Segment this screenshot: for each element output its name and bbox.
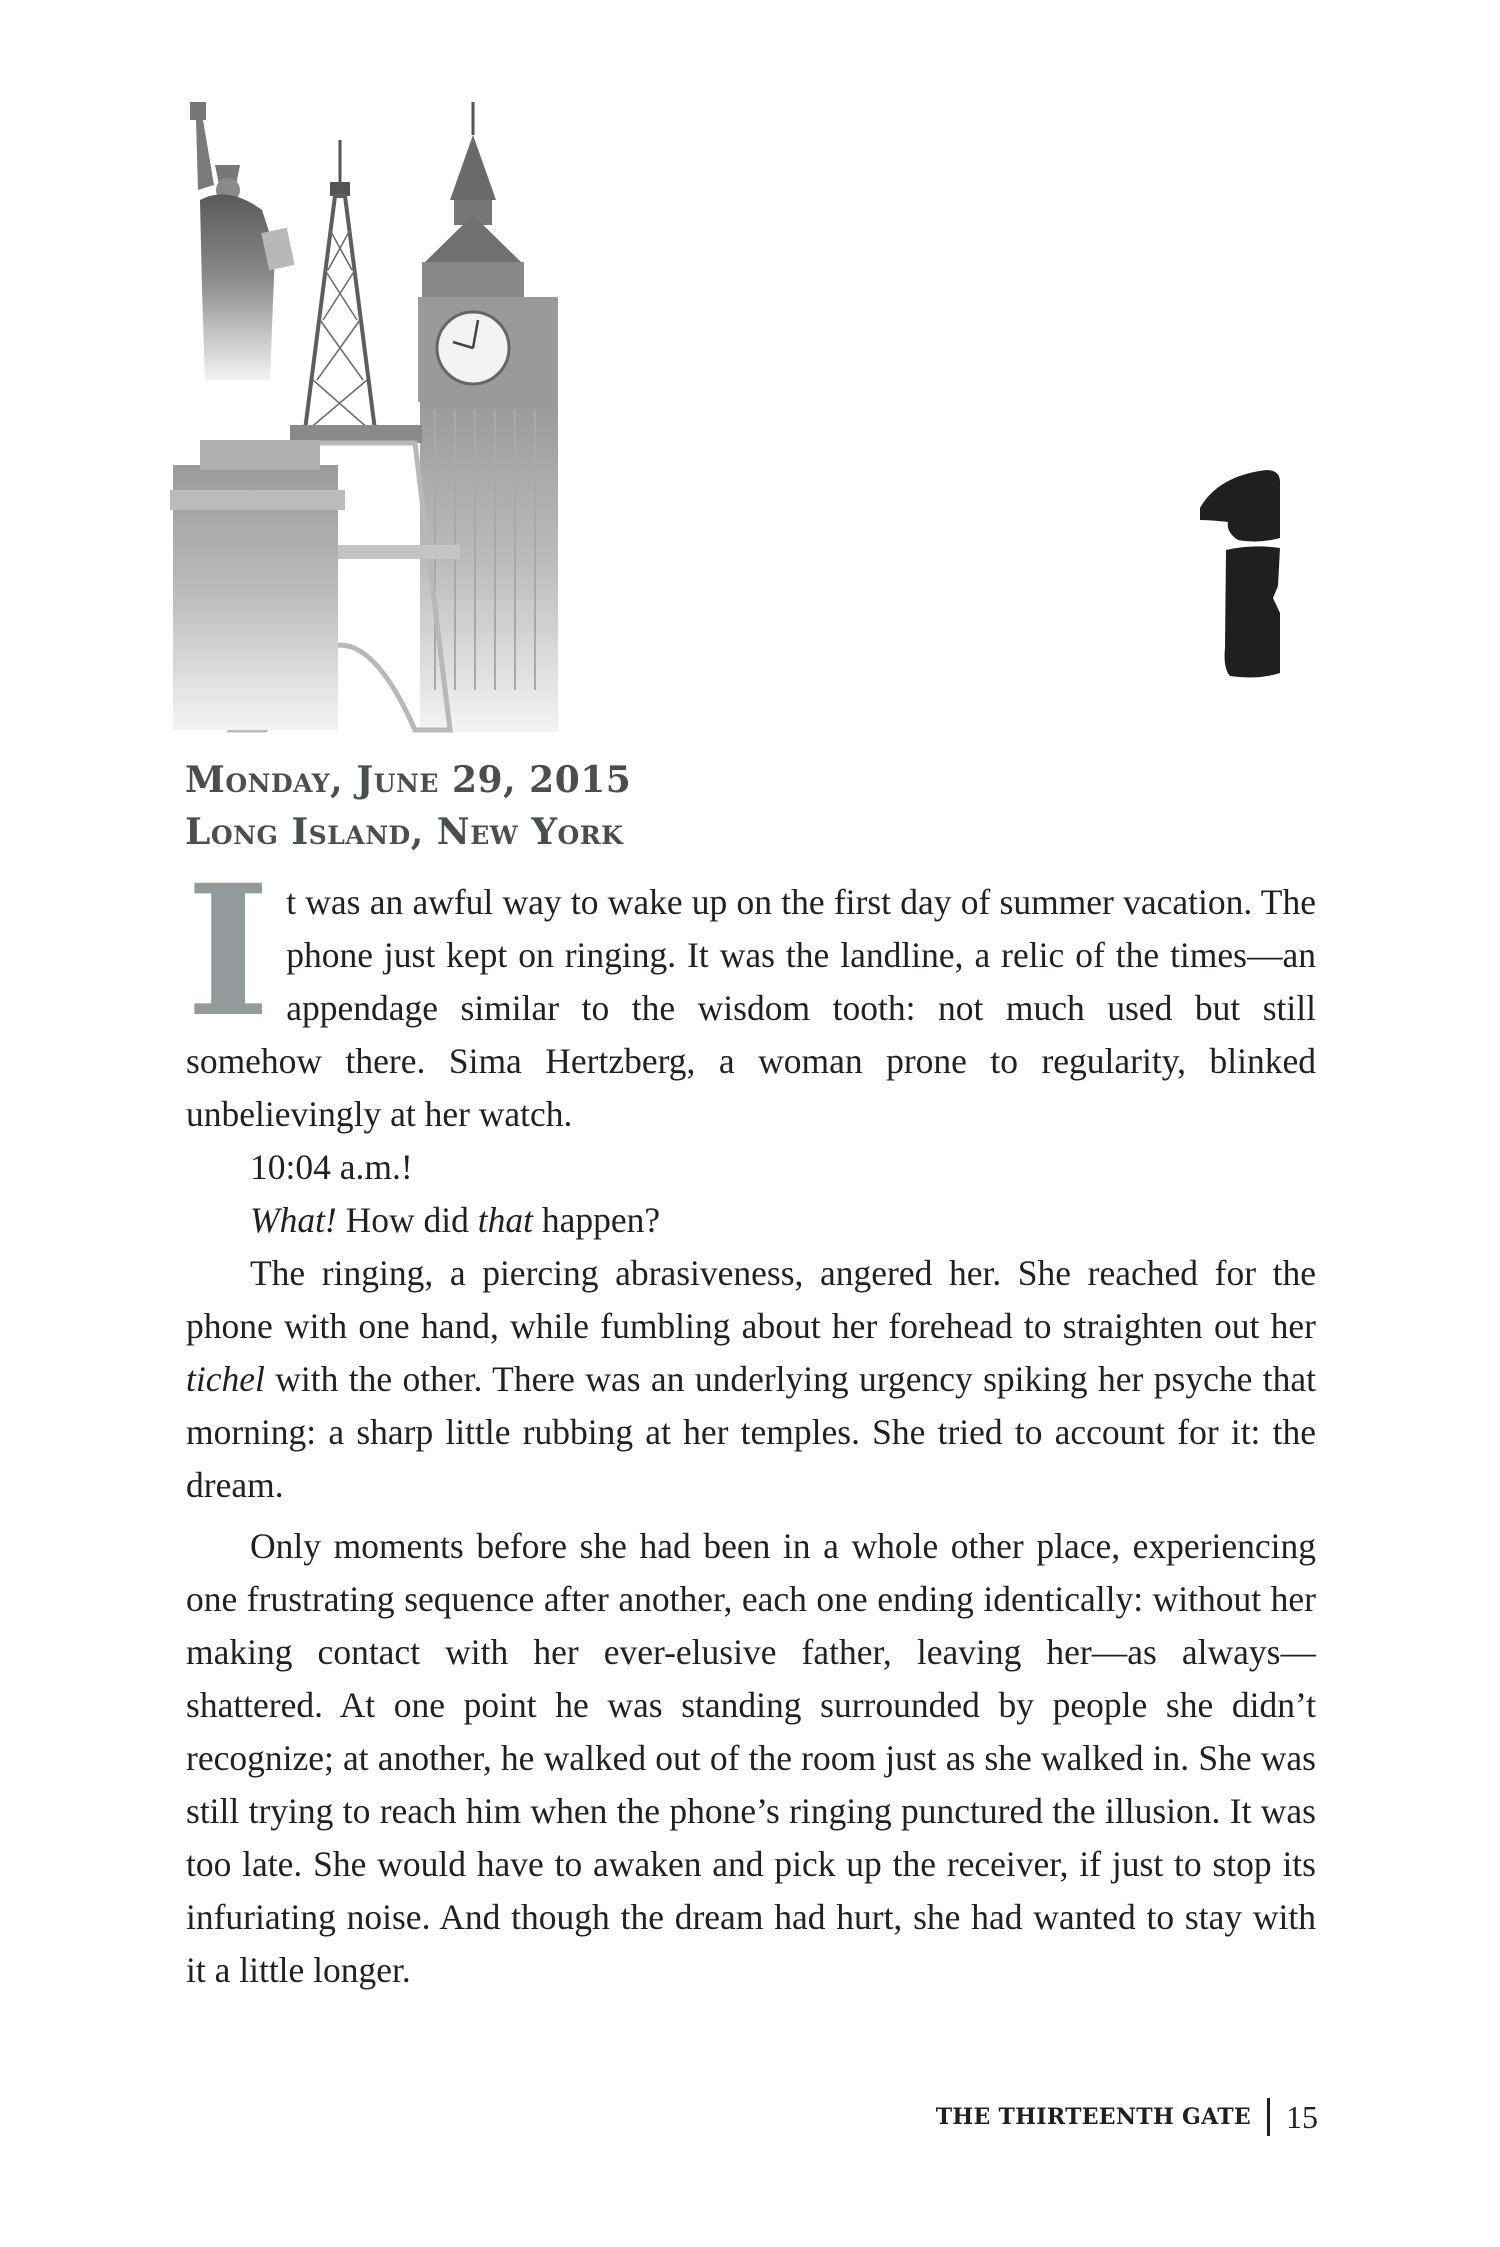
footer-divider xyxy=(1267,2098,1270,2136)
paragraph-text: 10:04 a.m.! xyxy=(250,1147,413,1187)
statue-of-liberty-icon xyxy=(170,102,345,730)
landmarks-illustration xyxy=(170,90,560,740)
paragraph-time xyxy=(186,1141,1316,1194)
paragraph-text: Only moments before she had been in a whole other place, experiencing one frustrating sequence after another, each one ending identically: without her making contact with her ever-elusive father, leaving her—as always—shattered. At one point he was standing surrounded by people she didn’t recognize; at another, he walked out of the room just as she walked in. She was still trying to reach him when the phone’s ringing punctured the illusion. It was too late. She would have to awaken and pick up the receiver, if just to stop its infuriating noise. And though the dream had hurt, she had wanted to stay with it a little longer. xyxy=(186,1526,1316,1990)
paragraph-text: The ringing, a piercing abrasiveness, angered her. She reached for the phone with one hand, while fumbling about her forehead to straighten out her xyxy=(186,1253,1316,1346)
paragraph-ringing xyxy=(186,1247,1316,1512)
paragraph-text: t was an awful way to wake up on the first day of summer vacation. The phone just kept on ringing. It was the landline, a relic of the times—an appendage similar to the wisdom tooth: not much used but still somehow there. Sima Hertzberg, a woman prone to regularity, blinked unbelievingly at her watch. xyxy=(186,882,1316,1134)
page-footer xyxy=(936,2098,1318,2136)
emphasis-text: that xyxy=(477,1200,534,1240)
dateline xyxy=(185,754,631,858)
paragraph-text: with the other. There was an underlying urgency spiking her psyche that morning: a sharp little rubbing at her temples. She tried to account for it: the dream. xyxy=(186,1359,1316,1505)
book-title: THE THIRTEENTH GATE xyxy=(935,2104,1251,2130)
paragraph-text: How did xyxy=(336,1200,478,1240)
drop-cap: I xyxy=(186,846,271,1057)
chapter-number xyxy=(1198,468,1283,683)
page-number: 15 xyxy=(1286,2098,1318,2135)
paragraph-dream xyxy=(186,1520,1316,1997)
emphasis-text: What! xyxy=(250,1200,337,1240)
dateline-place: Long Island, New York xyxy=(185,811,624,853)
emphasis-text: tichel xyxy=(186,1359,265,1399)
paragraph-what xyxy=(186,1194,1316,1247)
chapter-body xyxy=(186,846,1316,1997)
paragraph-text: happen? xyxy=(533,1200,661,1240)
paragraph-opening xyxy=(186,846,1316,1141)
dateline-date: Monday, June 29, 2015 xyxy=(185,759,632,801)
